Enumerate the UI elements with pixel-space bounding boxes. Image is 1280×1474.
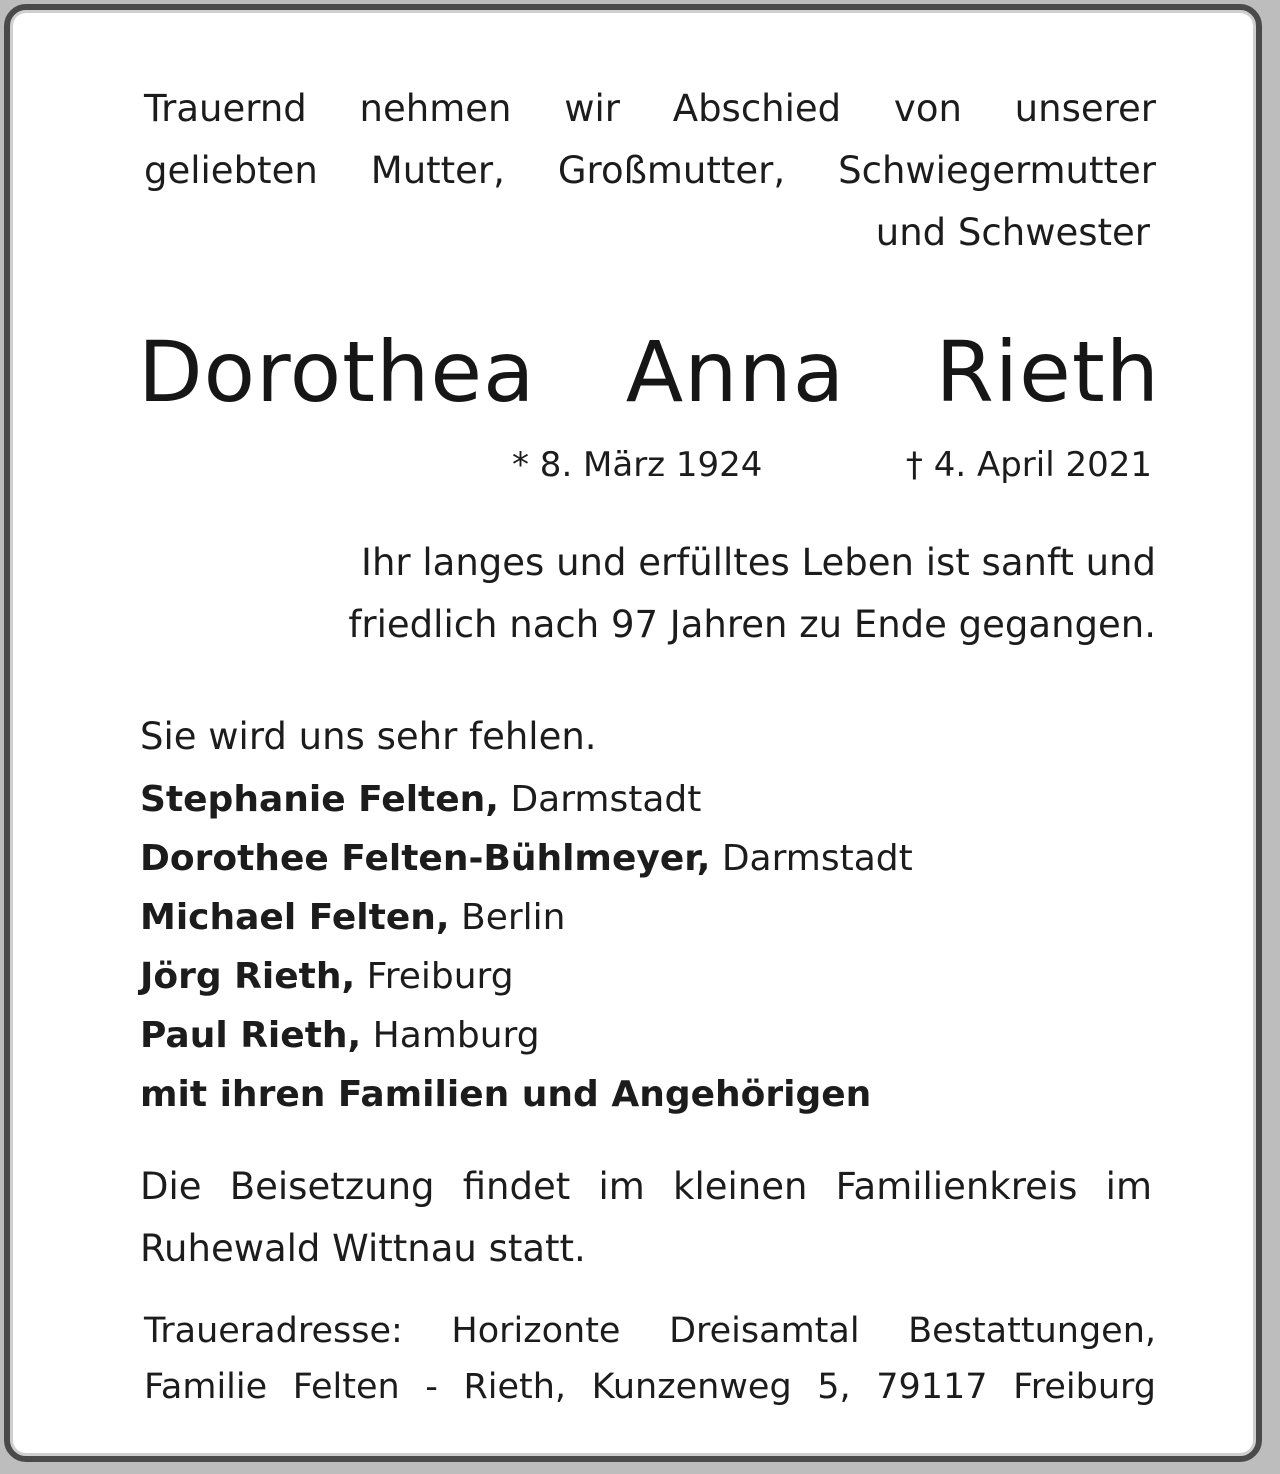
address-line-2: Familie Felten - Rieth, Kunzenweg 5, 79117 Freiburg <box>144 1367 1156 1407</box>
mourner-city: Hamburg <box>372 1015 540 1056</box>
death-date: † 4. April 2021 <box>905 445 1152 485</box>
mourner-line <box>140 1006 540 1065</box>
mourner-city: Darmstadt <box>721 838 913 879</box>
mourner-name: Paul Rieth, <box>140 1015 362 1056</box>
mourner-name: Dorothee Felten-Bühlmeyer, <box>140 838 711 879</box>
mourner-line <box>140 829 913 888</box>
mourner-line <box>140 888 565 947</box>
birth-date: * 8. März 1924 <box>512 445 763 485</box>
life-line-2: friedlich nach 97 Jahren zu Ende gegangen. <box>348 603 1156 646</box>
missed-line: Sie wird uns sehr fehlen. <box>140 715 597 758</box>
mourner-city: Darmstadt <box>510 779 702 820</box>
deceased-name: Dorothea Anna Rieth <box>138 323 1160 421</box>
obituary-card <box>4 4 1262 1462</box>
mourner-name: Stephanie Felten, <box>140 779 499 820</box>
burial-line-1: Die Beisetzung findet im kleinen Familienkreis im <box>140 1165 1152 1208</box>
mourner-name: Michael Felten, <box>140 897 450 938</box>
life-line-1: Ihr langes und erfülltes Leben ist sanft und <box>361 541 1156 584</box>
address-line-1: Traueradresse: Horizonte Dreisamtal Bestattungen, <box>144 1311 1156 1351</box>
intro-line-3: und Schwester <box>875 211 1150 254</box>
mourner-line <box>140 947 514 1006</box>
mourner-line <box>140 770 701 829</box>
mourner-city: Berlin <box>461 897 566 938</box>
mourner-city: Freiburg <box>366 956 514 997</box>
intro-line-1: Trauernd nehmen wir Abschied von unserer <box>144 87 1156 130</box>
families-line: mit ihren Familien und Angehörigen <box>140 1074 872 1115</box>
intro-line-2: geliebten Mutter, Großmutter, Schwiegermutter <box>144 149 1156 192</box>
mourner-name: Jörg Rieth, <box>140 956 356 997</box>
burial-line-2: Ruhewald Wittnau statt. <box>140 1227 586 1270</box>
